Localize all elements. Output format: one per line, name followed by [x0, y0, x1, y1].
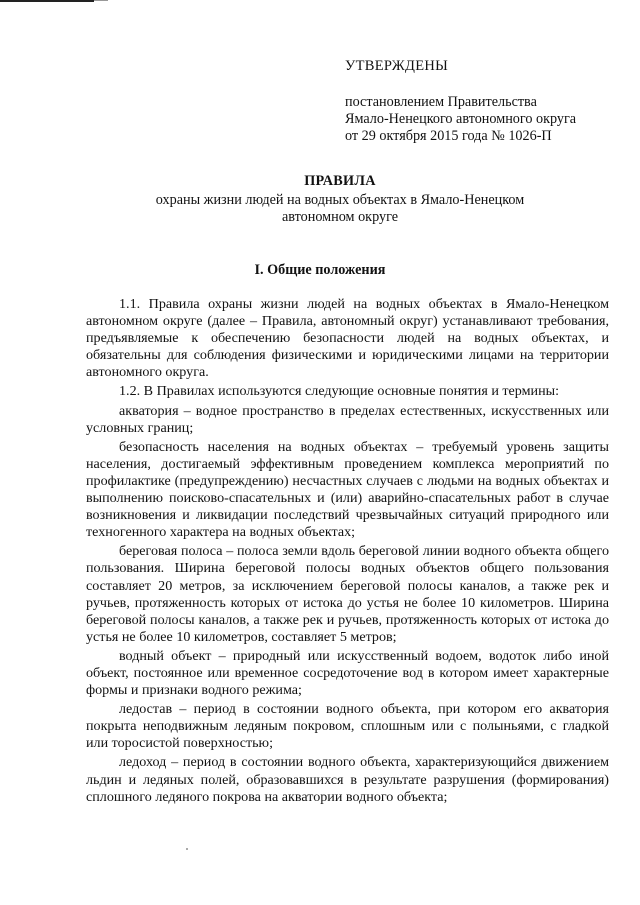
paragraph: 1.1. Правила охраны жизни людей на водных объектах в Ямало-Ненецком автономном округе (далее – Правила, автономный округ) устанавливают требования, предъявляемые к обеспечению безопасности людей на водных объектах, и обязательны для соблюдения физическими и юридическими лицами на территории автономного округа. — [86, 296, 609, 381]
approval-block — [345, 58, 625, 145]
paragraph: ледостав – период в состоянии водного объекта, при котором его акватория покрыта неподвижным ледяным покровом, сплошным или с полыньями, с гладкой или торосистой поверхностью; — [86, 701, 609, 752]
paragraph: акватория – водное пространство в пределах естественных, искусственных или условных границ; — [86, 402, 609, 436]
paragraph: береговая полоса – полоса земли вдоль береговой линии водного объекта общего пользования. Ширина береговой полосы водных объектов общего пользования составляет 20 метров, за исключением береговой полосы каналов, а также рек и ручьев, протяженность которых от истока до устья не более 10 километров. Ширина береговой полосы каналов, а также рек и ручьев, протяженность которых от истока до устья не более 10 километров, составляет 5 метров; — [86, 543, 609, 645]
paragraph: ледоход – период в состоянии водного объекта, характеризующийся движением льдин и ледяных полей, образовавшихся в результате разрушения (формирования) сплошного ледяного покрова на акватории водного объекта; — [86, 754, 609, 805]
scan-edge-mark — [0, 0, 94, 2]
paragraph: водный объект – природный или искусственный водоем, водоток либо иной объект, постоянное или временное сосредоточение вод в котором имеет характерные формы и признаки водного режима; — [86, 647, 609, 699]
approval-line-1: постановлением Правительства — [345, 94, 537, 110]
paragraph: безопасность населения на водных объектах – требуемый уровень защиты населения, достигаемый эффективным проведением комплекса мероприятий по профилактике (предупреждению) несчастных случаев с людьми на водных объектах и выполнению поисково-спасательных и (или) аварийно-спасательных работ в случае возникновения и ликвидации последствий чрезвычайных ситуаций природного или техногенного характера на водных объектах; — [86, 438, 609, 541]
document-title-block — [100, 173, 580, 226]
scan-speck — [186, 848, 188, 850]
document-subtitle-line-1: охраны жизни людей на водных объектах в Ямало-Ненецком — [155, 192, 525, 208]
document-subtitle-line-2: автономном округе — [282, 209, 398, 225]
scan-edge-mark-faint — [94, 0, 108, 1]
approval-line-3: от 29 октября 2015 года № 1026-П — [345, 128, 552, 144]
approval-line-2: Ямало-Ненецкого автономного округа — [345, 111, 577, 127]
document-body — [86, 296, 609, 808]
paragraph: 1.2. В Правилах используются следующие основные понятия и термины: — [119, 383, 560, 400]
approval-heading: УТВЕРЖДЕНЫ — [345, 58, 449, 74]
document-title: ПРАВИЛА — [304, 173, 376, 189]
section-heading: I. Общие положения — [254, 262, 386, 278]
